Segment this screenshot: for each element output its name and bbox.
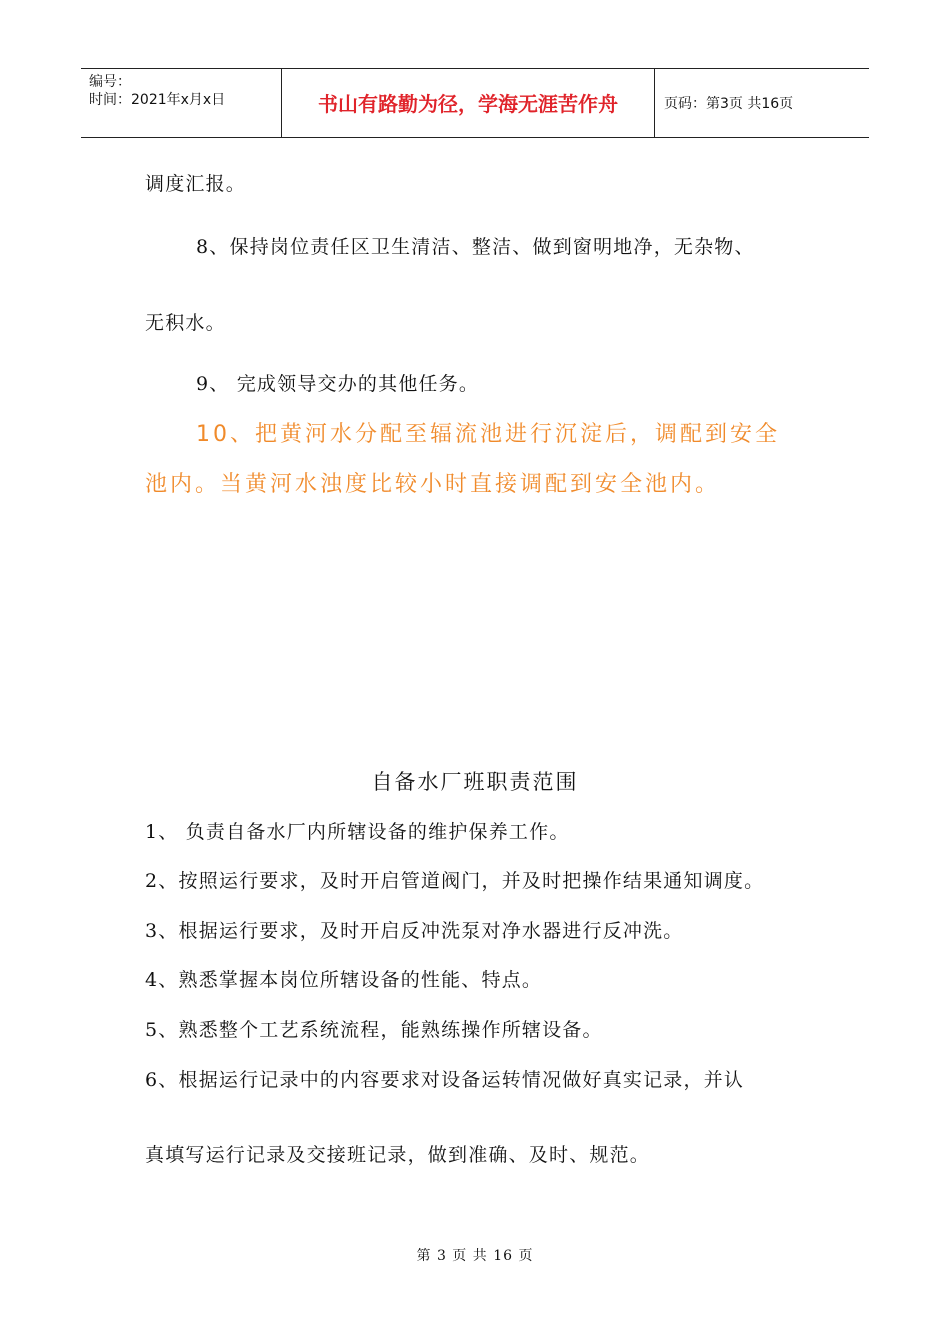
list-item-9: 9、 完成领导交办的其他任务。 xyxy=(196,373,480,395)
paragraph-line: 调度汇报。 xyxy=(145,173,247,195)
duty-item-4: 4、熟悉掌握本岗位所辖设备的性能、特点。 xyxy=(145,969,543,991)
header-motto: 书山有路勤为径，学海无涯苦作舟 xyxy=(318,92,618,116)
header-time-label: 时间：2021年x月x日 xyxy=(89,92,226,108)
page-footer: 第 3 页 共 16 页 xyxy=(416,1248,534,1264)
duty-item-2: 2、按照运行要求，及时开启管道阀门，并及时把操作结果通知调度。 xyxy=(145,870,765,892)
header-meta-cell xyxy=(81,69,282,137)
header-page-code: 页码：第3页 共16页 xyxy=(664,96,794,112)
section-title: 自备水厂班职责范围 xyxy=(371,770,579,794)
header-number-label: 编号： xyxy=(89,74,131,90)
header-motto-cell xyxy=(282,69,655,137)
duty-item-6: 6、根据运行记录中的内容要求对设备运转情况做好真实记录，并认 xyxy=(145,1069,745,1091)
duty-item-5: 5、熟悉整个工艺系统流程，能熟练操作所辖设备。 xyxy=(145,1019,603,1041)
document-header xyxy=(81,68,869,138)
list-item-8-continued: 无积水。 xyxy=(145,312,226,334)
list-item-10-highlight-continued: 池内。当黄河水浊度比较小时直接调配到安全池内。 xyxy=(145,472,721,497)
header-page-cell xyxy=(655,69,869,137)
list-item-10-highlight: 10、把黄河水分配至辐流池进行沉淀后，调配到安全 xyxy=(196,422,780,447)
duty-item-6-continued: 真填写运行记录及交接班记录，做到准确、及时、规范。 xyxy=(145,1144,651,1166)
list-item-8: 8、保持岗位责任区卫生清洁、整洁、做到窗明地净，无杂物、 xyxy=(196,236,755,258)
duty-item-3: 3、根据运行要求，及时开启反冲洗泵对净水器进行反冲洗。 xyxy=(145,920,684,942)
duty-item-1: 1、 负责自备水厂内所辖设备的维护保养工作。 xyxy=(145,821,570,843)
